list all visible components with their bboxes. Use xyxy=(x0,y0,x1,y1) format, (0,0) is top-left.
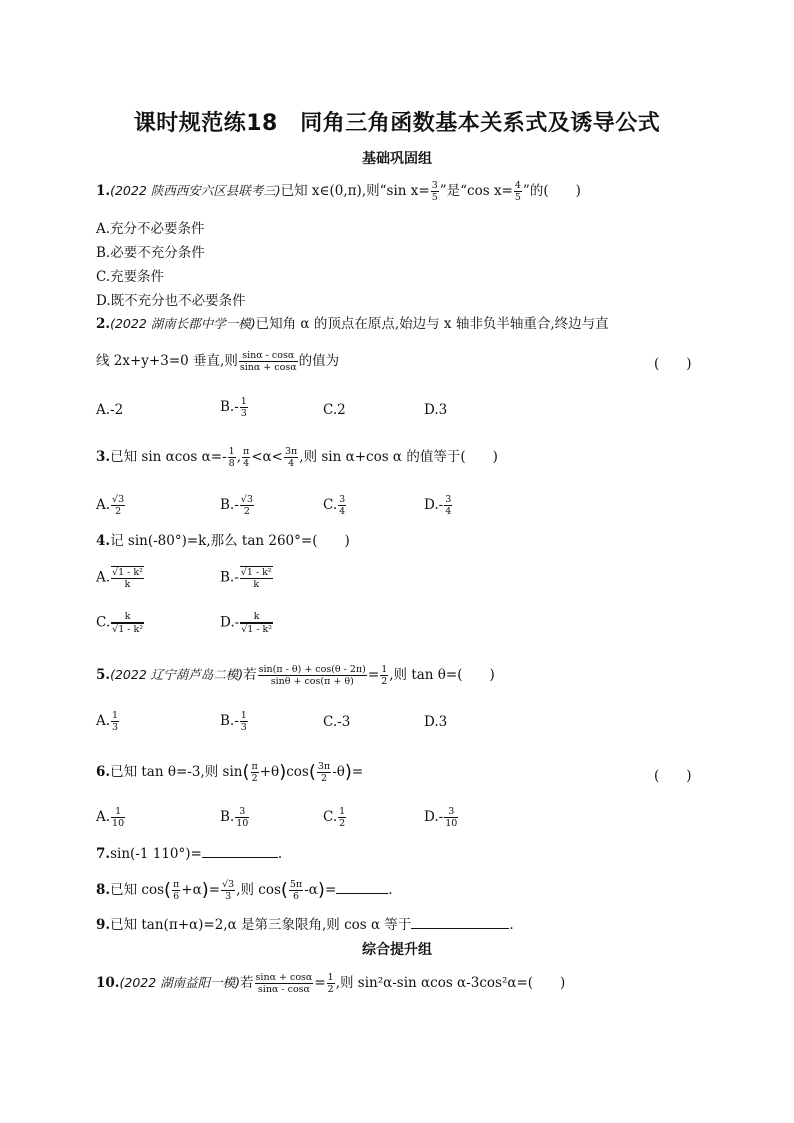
question-text: 记 sin(-80°)=k,那么 tan 260°=( ) xyxy=(110,533,350,549)
question-2 xyxy=(96,314,609,334)
question-9: 9.已知 tan(π+α)=2,α 是第三象限角,则 cos α 等于 . xyxy=(96,914,514,935)
option-b: B.- $\frac{√3}{2}$ xyxy=(220,494,253,517)
fraction: $\frac{\sin\alpha + \cos\alpha}{\sin\alpha - \cos\alpha}$ xyxy=(255,972,313,995)
option-b: B.- $\frac{1}{3}$ xyxy=(220,710,247,733)
option-c: C.2 xyxy=(323,402,346,418)
fraction: $\frac{1}{8}$ xyxy=(228,446,235,469)
fraction: $\frac{\sin\alpha - \cos\alpha}{\sin\alpha + \cos\alpha}$ xyxy=(239,350,297,373)
answer-blank[interactable] xyxy=(411,914,509,929)
section-heading-basic: 基础巩固组 xyxy=(362,151,432,167)
question-text: 已知 x∈(0,π),则“sin x= xyxy=(280,183,430,199)
option-a: A. $\frac{√3}{2}$ xyxy=(96,494,125,517)
fraction: $\frac{4}{5}$ xyxy=(514,180,521,203)
question-number: 5. xyxy=(96,667,111,683)
question-1: 1.(2022 陕西西安六区县联考三)已知 x∈(0,π),则“sin x= $\frac{3}{5}$ ”是“cos x= $\frac{4}{5}$ ”的( ) xyxy=(96,180,581,203)
question-text: 已知角 α 的顶点在原点,始边与 x 轴非负半轴重合,终边与直 xyxy=(255,316,609,332)
fraction: $\frac{1}{2}$ xyxy=(381,664,388,687)
question-10: 10.(2022 湖南益阳一模)若 $\frac{\sin\alpha + \cos\alpha}{\sin\alpha - \cos\alpha}$ = $\frac{1}{2}$ ,则 sin²α-sin αcos α-3cos²α=( ) xyxy=(96,972,566,995)
fraction: $\frac{\pi}{4}$ xyxy=(242,446,250,469)
option-c: C. $\frac{1}{2}$ xyxy=(323,806,346,829)
question-7: 7.sin(-1 110°)= . xyxy=(96,843,282,864)
fraction: $\frac{1}{3}$ xyxy=(240,396,247,419)
answer-blank[interactable] xyxy=(336,879,388,894)
option-d: D.3 xyxy=(424,714,448,730)
option-a: A. $\frac{\text{√1 - k²}}{k}$ xyxy=(96,567,143,590)
option-a: A. $\frac{1}{10}$ xyxy=(96,806,125,829)
question-source: (2022 陕西西安六区县联考三) xyxy=(110,183,281,198)
question-number: 6. xyxy=(96,764,111,780)
answer-blank[interactable] xyxy=(202,843,278,858)
question-source: (2022 辽宁葫芦岛二模) xyxy=(110,667,244,682)
question-source: (2022 湖南长郡中学一模) xyxy=(110,316,256,331)
question-number: 7. xyxy=(96,846,111,862)
section-heading-advanced: 综合提升组 xyxy=(362,942,432,958)
question-number: 2. xyxy=(96,316,111,332)
option-d: D.- $\frac{3}{10}$ xyxy=(424,806,458,829)
answer-paren: ( ) xyxy=(654,768,692,784)
option-b: B.必要不充分条件 xyxy=(96,245,205,261)
question-4 xyxy=(96,531,350,551)
option-a: A.充分不必要条件 xyxy=(96,221,205,237)
answer-paren: ( ) xyxy=(654,356,692,372)
question-number: 9. xyxy=(96,917,111,933)
option-a: A. $\frac{1}{3}$ xyxy=(96,710,119,733)
option-c: C.充要条件 xyxy=(96,269,165,285)
question-number: 10. xyxy=(96,975,120,991)
option-b: B.- $\frac{\text{√1 - k²}}{k}$ xyxy=(220,567,272,590)
question-number: 8. xyxy=(96,882,111,898)
question-number: 3. xyxy=(96,449,111,465)
question-number: 4. xyxy=(96,533,111,549)
option-c: C. $\frac{k}{\text{√1 - k²}}$ xyxy=(96,611,144,635)
option-c: C. $\frac{3}{4}$ xyxy=(323,494,346,517)
fraction: $\frac{\sin(\pi - \theta) + \cos(\theta - 2\pi)}{\sin\theta + \cos(\pi + \theta)}$ xyxy=(258,664,366,687)
option-b: B. $\frac{3}{10}$ xyxy=(220,806,249,829)
question-text: 已知 sin αcos α=- xyxy=(110,449,227,465)
question-8: 8.已知 cos( $\frac{\pi}{6}$ +α)= $\frac{√3}{3}$ ,则 cos( $\frac{5\pi}{6}$ -α)= . xyxy=(96,879,393,902)
option-d: D.- $\frac{3}{4}$ xyxy=(424,494,452,517)
fraction: $\frac{3}{5}$ xyxy=(431,180,438,203)
question-number: 1. xyxy=(96,183,111,199)
option-b: B.- $\frac{1}{3}$ xyxy=(220,396,247,419)
fraction: $\frac{3\pi}{4}$ xyxy=(284,446,298,469)
option-a: A.-2 xyxy=(96,402,124,418)
question-5: 5.(2022 辽宁葫芦岛二模)若 $\frac{\sin(\pi - \theta) + \cos(\theta - 2\pi)}{\sin\theta + \cos(\pi + \theta)}$ = $\frac{1}{2}$ ,则 tan θ=( ) xyxy=(96,664,495,687)
question-source: (2022 湖南益阳一模) xyxy=(119,975,241,990)
page-title: 课时规范练18 同角三角函数基本关系式及诱导公式 xyxy=(133,111,661,136)
option-d: D.- $\frac{k}{\text{√1 - k²}}$ xyxy=(220,611,273,635)
fraction: $\frac{1}{2}$ xyxy=(327,972,334,995)
question-3: 3.已知 sin αcos α=- $\frac{1}{8}$ , $\frac{\pi}{4}$ <α< $\frac{3\pi}{4}$ ,则 sin α+cos α 的值等于( ) xyxy=(96,446,498,469)
question-2-line2: 线 2x+y+3=0 垂直,则 $\frac{\sin\alpha - \cos\alpha}{\sin\alpha + \cos\alpha}$ 的值为 xyxy=(96,350,340,373)
option-d: D.3 xyxy=(424,402,448,418)
option-c: C.-3 xyxy=(323,714,351,730)
question-6: 6.已知 tan θ=-3,则 sin( $\frac{\pi}{2}$ +θ)cos( $\frac{3\pi}{2}$ -θ)= xyxy=(96,761,364,784)
option-d: D.既不充分也不必要条件 xyxy=(96,293,246,309)
